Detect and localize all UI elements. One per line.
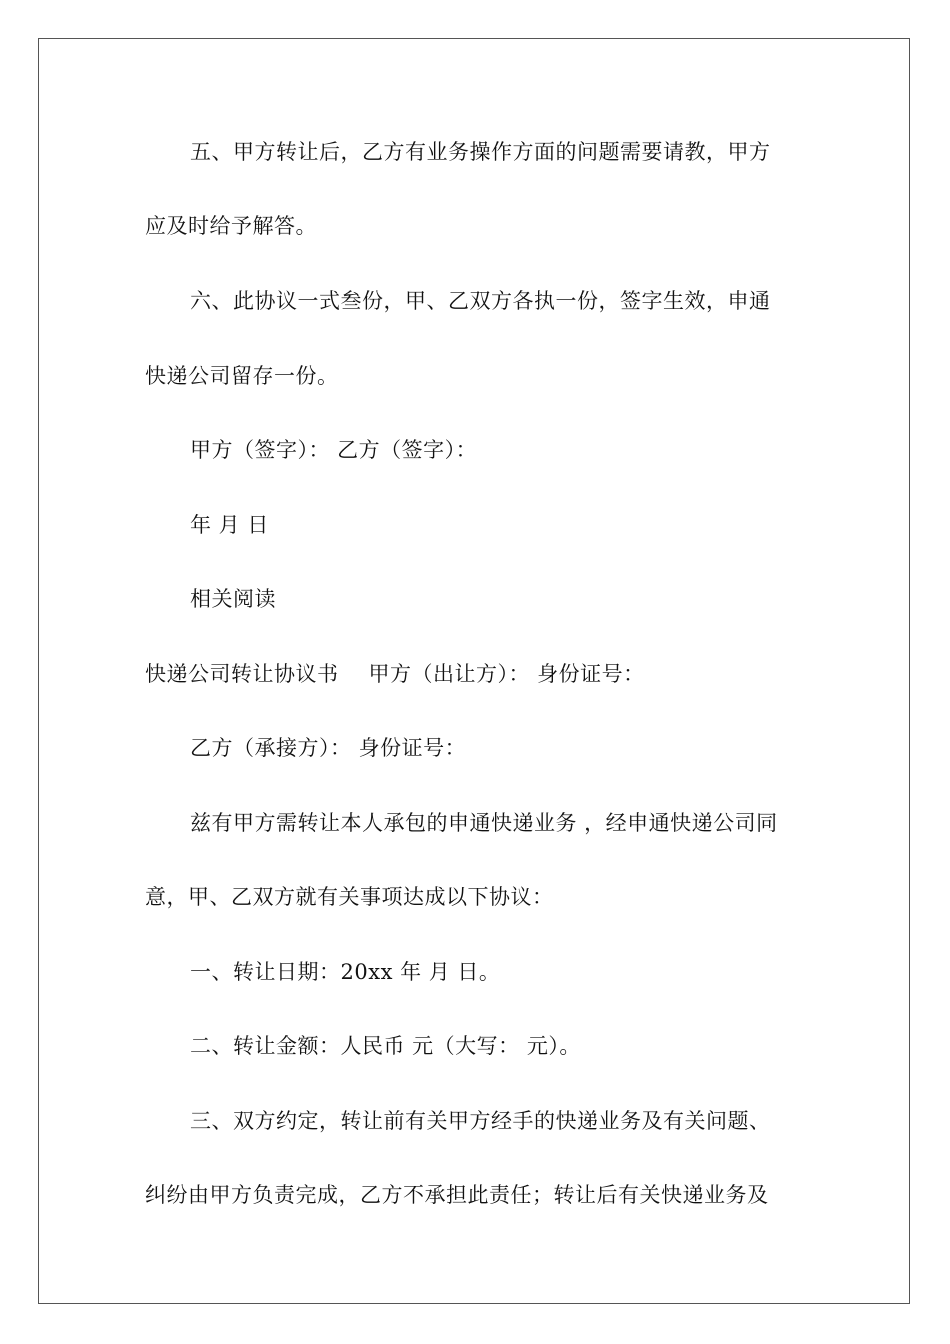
date-line: 年 月 日 — [190, 513, 269, 537]
paragraph-6-line-1: 六、此协议一式叁份，甲、乙双方各执一份，签字生效，申通 — [190, 289, 771, 313]
party-b-line: 乙方（承接方）： 身份证号： — [190, 736, 467, 760]
clause-2: 二、转让金额：人民币 元（大写： 元）。 — [190, 1034, 581, 1058]
paragraph-5-line-2: 应及时给予解答。 — [145, 214, 317, 238]
agreement-title-row — [145, 660, 645, 688]
paragraph-5-line-1: 五、甲方转让后，乙方有业务操作方面的问题需要请教，甲方 — [190, 140, 771, 164]
clause-1: 一、转让日期：20xx 年 月 日。 — [190, 960, 501, 984]
paragraph-6-line-2: 快递公司留存一份。 — [145, 364, 339, 388]
preamble-line-1: 兹有甲方需转让本人承包的申通快递业务 ，经申通快递公司同 — [190, 811, 778, 835]
agreement-title: 快递公司转让协议书 — [145, 662, 339, 686]
related-reading-heading: 相关阅读 — [190, 587, 276, 611]
preamble-line-2: 意，甲、乙双方就有关事项达成以下协议： — [145, 885, 554, 909]
party-a-line: 甲方（出让方）： 身份证号： — [368, 662, 645, 686]
signature-line: 甲方（签字）： 乙方（签字）： — [190, 438, 478, 462]
clause-3-line-1: 三、双方约定，转让前有关甲方经手的快递业务及有关问题、 — [190, 1109, 771, 1133]
clause-3-line-2: 纠纷由甲方负责完成，乙方不承担此责任；转让后有关快递业务及 — [145, 1183, 769, 1207]
